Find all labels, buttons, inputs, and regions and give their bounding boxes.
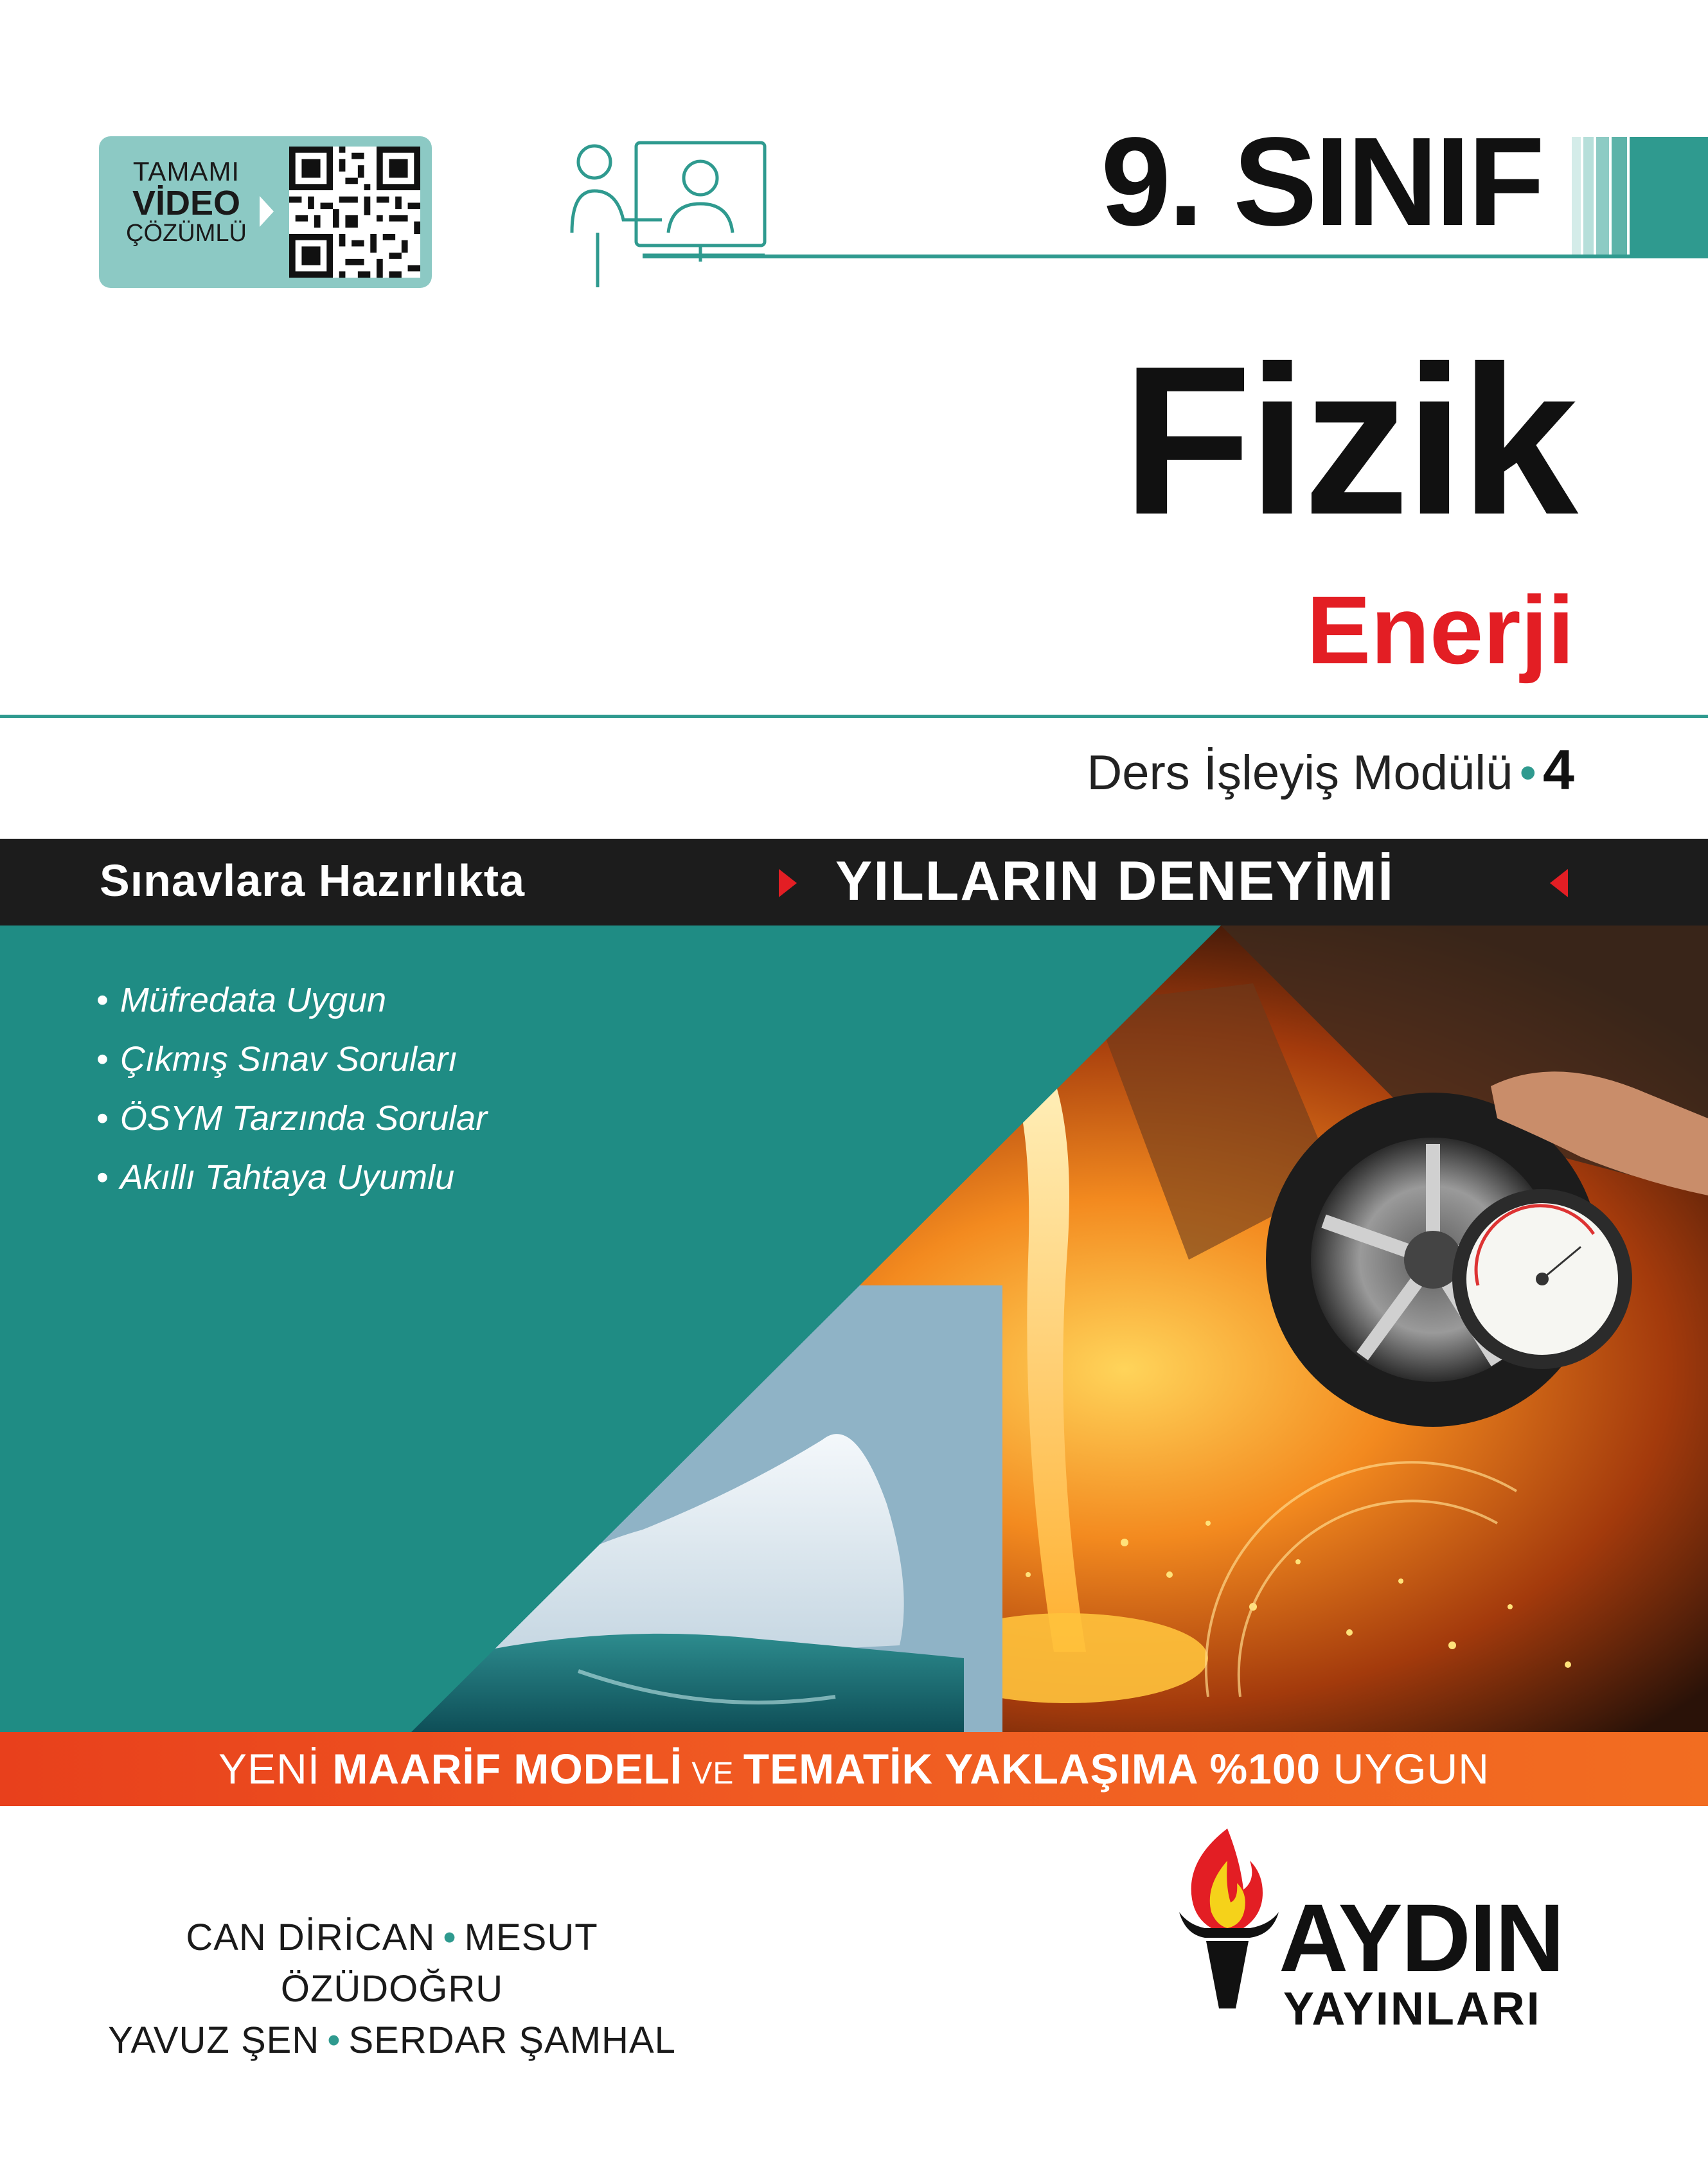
author-row — [84, 1912, 700, 2015]
feature-item — [96, 1148, 487, 1207]
author-name: YAVUZ ŞEN — [108, 2019, 320, 2061]
torch-flame-icon — [1166, 1822, 1288, 2015]
author-name: CAN DİRİCAN — [186, 1917, 436, 1958]
feature-text: Akıllı Tahtaya Uyumlu — [120, 1158, 455, 1197]
author-list — [84, 1912, 700, 2066]
banner-right-text: YILLARIN DENEYİMİ — [835, 850, 1395, 912]
decorative-teal-bars — [1572, 137, 1708, 256]
curriculum-text — [0, 1744, 1708, 1793]
qr-code-icon[interactable] — [289, 147, 420, 278]
red-arrow-right-icon — [779, 869, 797, 897]
feature-item — [96, 1030, 487, 1089]
publisher-subtitle: YAYINLARI — [1283, 1983, 1542, 2035]
bullet-icon: • — [96, 1158, 109, 1197]
subject-title: Fizik — [1122, 321, 1574, 559]
bullet-icon: • — [96, 981, 109, 1019]
badge-line-1: TAMAMI — [132, 156, 240, 186]
badge-arrow-icon — [260, 196, 274, 227]
header-divider — [643, 255, 1708, 258]
banner-left-text: Sınavlara Hazırlıkta — [100, 855, 525, 906]
feature-item — [96, 1089, 487, 1148]
red-arrow-left-icon — [1550, 869, 1568, 897]
feature-text: ÖSYM Tarzında Sorular — [120, 1099, 488, 1138]
bullet-icon: • — [96, 1040, 109, 1078]
author-row — [84, 2015, 700, 2066]
strip-part-2: MAARİF MODELİ — [332, 1745, 683, 1793]
feature-item — [96, 970, 487, 1030]
feature-text: Çıkmış Sınav Soruları — [120, 1040, 458, 1078]
badge-line-3: ÇÖZÜMLÜ — [126, 219, 247, 247]
module-number: 4 — [1543, 738, 1574, 801]
online-teacher-icon — [565, 136, 771, 297]
strip-part-4: TEMATİK YAKLAŞIMA %100 — [743, 1745, 1321, 1793]
author-separator: • — [327, 2019, 341, 2061]
author-separator: • — [443, 1917, 457, 1958]
topic-title: Enerji — [1306, 576, 1574, 684]
module-line — [835, 736, 1574, 804]
grade-title: 9. SINIF — [1101, 111, 1542, 252]
strip-part-1: YENİ — [218, 1745, 333, 1793]
bullet-icon: • — [96, 1099, 109, 1138]
video-badge-text — [122, 158, 251, 246]
badge-line-2: VİDEO — [132, 183, 241, 222]
feature-text: Müfredata Uygun — [120, 981, 387, 1019]
publisher-name: AYDIN — [1279, 1884, 1563, 1992]
feature-list — [96, 970, 487, 1207]
strip-part-5: UYGUN — [1321, 1745, 1490, 1793]
module-bullet: • — [1519, 746, 1537, 800]
section-divider — [0, 715, 1708, 718]
author-name: MESUT ÖZÜDOĞRU — [280, 1917, 598, 2010]
module-label: Ders İşleyiş Modülü — [1087, 746, 1513, 800]
strip-part-3: VE — [682, 1757, 743, 1791]
author-name: SERDAR ŞAMHAL — [348, 2019, 676, 2061]
